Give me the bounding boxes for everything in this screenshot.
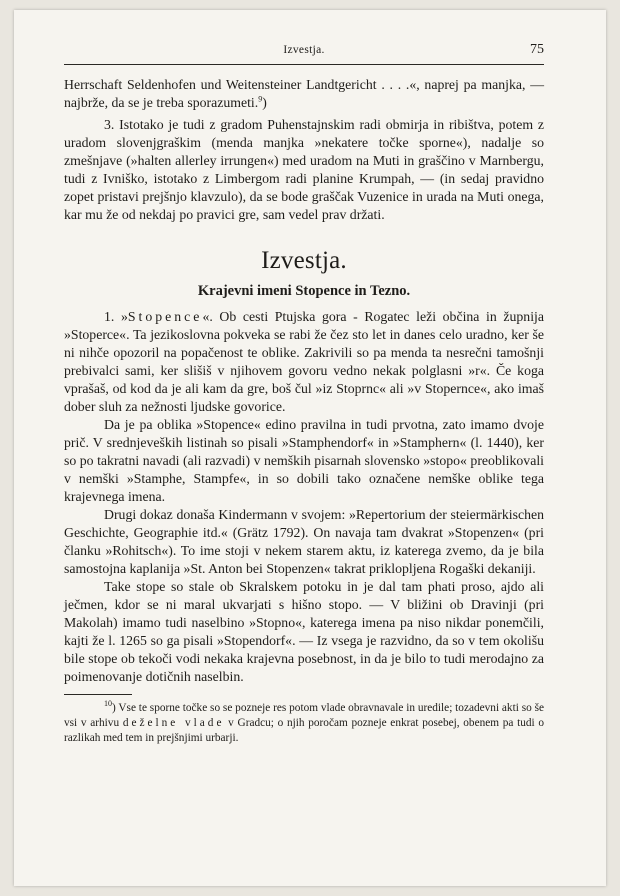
paragraph-item-3: 3. Istotako je tudi z gradom Puhenstajnskim radi obmirja in ribištva, potem z uradom slovenjgraškim (menda manjka »nekatere točke sporne«), nadalje so zmešnjave (»halten allerley irrungen«) med uradom na Muti in graščino v Marnbergu, tudi z Ivniško, istotako z Limbergom radi planine Krumpah, — (in sedaj pravidno zopet pristavi prejšnjo klavzulo), da se bode graščak Vuzenice in urada na Muti onega, kar mu že od nekdaj po pravici gre, sam vedel prav držati. <box>64 117 544 222</box>
page-header <box>64 42 544 66</box>
footnote-ref: 9 <box>258 94 263 104</box>
page-number: 75 <box>530 42 544 57</box>
spaced-word: Stopence <box>127 309 203 324</box>
header-rule <box>64 64 544 65</box>
continued-paragraph <box>64 76 544 112</box>
footnote <box>64 701 544 746</box>
article-heading <box>64 246 544 302</box>
book-page <box>14 10 606 886</box>
article-paragraph-4: Take stope so stale ob Skralskem potoku in je dal tam phati proso, ajdo ali ječmen, kdor se ni maral ukvarjati s hišno stopo. — V bližini ob Dravinji (pri Makolah) imamo tudi naselbino »Stopno«, katerega imena pa niso nikdar ponemčili, kajti že l. 1265 so ga pisali »Stopendorf«. — Iz vsega je razvidno, da so v tem okolišu bile stope ob tekoči vodi nekaka krajevna posebnost, in da je bilo to tudi merodajno za poimenovanje dotičnih naselbin. <box>64 579 544 684</box>
article-paragraph-3: Drugi dokaz donaša Kindermann v svojem: »Repertorium der steiermärkischen Geschichte, Geographie itd.« (Grätz 1792). On navaja tam dvakrat »Stopenzen« (pri članku »Rohitsch«). To ime stoji v nekem starem aktu, iz katerega zvemo, da je bila samostojna kaplanija »St. Anton bei Stopenzen« takrat priklopljena Rogaški dekaniji. <box>64 507 544 576</box>
article-paragraph-1-lead: 1. » <box>104 309 128 324</box>
article-paragraph-1-text: «. Ob cesti Ptujska gora - Rogatec leži občina in župnija »Stoperce«. Ta jezikoslovna pokveka se rabi že čez sto let in danes celo uradno, ker še ni nihče opozoril na popačenost te oblike. Zakrivili so pa menda ta nesrečni tamošnji prebivalci sami, ker slišiš v njihovem govoru vedno nekak polglasni »r«. Če koga vprašaš, od kod da je ali kam da gre, boš čul »iz Stoprnc« ali »v Stopernce«, ako imaš dober sluh za nežnosti ljudske govorice. <box>64 309 544 414</box>
footnote-text-b: v Gradcu; o njih poročam pozneje enkrat posebej, obenem pa tudi o razlikah med tem in prejšnjimi urbarji. <box>64 717 545 744</box>
footnote-spaced-words: deželne vlade <box>122 717 225 729</box>
footnote-rule <box>64 694 132 695</box>
section-title: Izvestja. <box>261 247 347 274</box>
article-paragraph-2: Da je pa oblika »Stopence« edino pravilna in tudi prvotna, zato imamo dvoje prič. V srednjeveških listinah so pisali »Stamphendorf« in »Stamphern« (l. 1440), ker so po takratni navadi (ali razvadi) v nemških pisarnah slovensko »stopo« preoblikovali v nemški »Stamphe, Stampfe«, in so dobili tako označene nemške oblike tega krajevnega imena. <box>64 417 544 504</box>
page-body <box>64 76 544 746</box>
article-paragraph-1 <box>64 308 544 416</box>
footnote-marker: 10 <box>104 699 112 709</box>
continued-paragraph-end: ) <box>262 95 267 110</box>
running-head: Izvestja. <box>283 44 325 56</box>
article-subtitle: Krajevni imeni Stopence in Tezno. <box>197 283 411 299</box>
footnote-text-a: ) Vse te sporne točke so se pozneje res potom vlade obravnavale in uredile; tozadevni akti so še vsi v arhivu <box>64 702 544 729</box>
continued-paragraph-text: Herrschaft Seldenhofen und Weitensteiner Landtgericht . . . .«, naprej pa manjka, — najbrže, da se je treba sporazumeti. <box>64 77 544 110</box>
